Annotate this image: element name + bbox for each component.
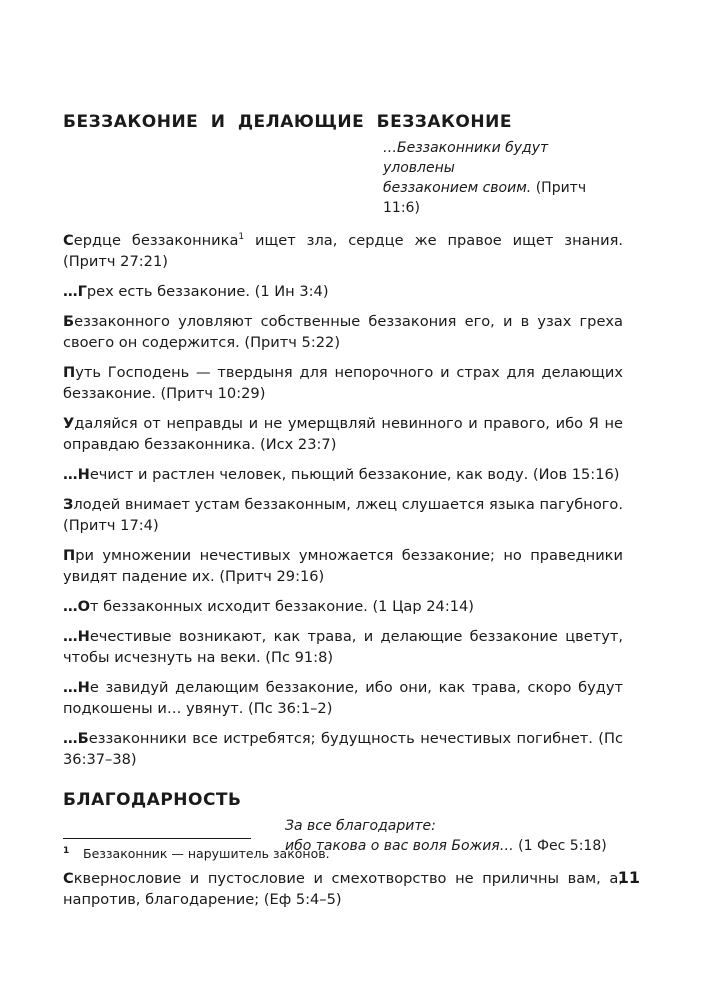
verse-initial: З <box>63 496 74 513</box>
verse-initial: …О <box>63 598 90 615</box>
verse <box>63 494 623 536</box>
verse <box>63 596 623 617</box>
verse <box>63 311 623 353</box>
footnote <box>63 846 330 861</box>
verse <box>63 464 623 485</box>
verse-text: т беззаконных исходит беззаконие. (1 Цар 24:14) <box>90 598 475 615</box>
verse-text: ищет зла, сердце же правое ищет знания. (Притч 27:21) <box>63 232 623 270</box>
verse <box>63 545 623 587</box>
verse-initial: У <box>63 415 75 432</box>
verse-text: лодей внимает устам беззаконным, лжец слушается языка пагубного. (Притч 17:4) <box>63 496 623 534</box>
verse <box>63 281 623 302</box>
verse-initial: …Н <box>63 679 90 696</box>
epigraph-line <box>285 816 623 836</box>
verse <box>63 362 623 404</box>
verse <box>63 868 623 910</box>
verse-text: ердце беззаконника <box>73 232 239 249</box>
verse-text: еззаконного уловляют собственные беззакония его, и в узах греха своего он содержится. (Притч 5:22) <box>63 313 623 351</box>
verse-initial: …Б <box>63 730 89 747</box>
epigraph-text: За все благодарите: <box>285 818 436 834</box>
epigraph-line <box>383 138 623 178</box>
verse-initial: …Н <box>63 466 90 483</box>
epigraph-reference: (Притч 11:6) <box>383 180 587 216</box>
footnote-text: Беззаконник — нарушитель законов. <box>83 846 330 862</box>
verse-text: уть Господень — твердыня для непорочного и страх для делающих беззаконие. (Притч 10:29) <box>63 364 623 402</box>
footnote-mark: 1 <box>63 846 70 856</box>
verse-text: еззаконники все истребятся; будущность нечестивых погибнет. (Пс 36:37–38) <box>63 730 623 768</box>
verse-text: даляйся от неправды и не умерщвляй невинного и правого, ибо Я не оправдаю беззаконника. (Исх 23:7) <box>63 415 623 453</box>
verse-initial: С <box>63 870 74 887</box>
epigraph-reference: (1 Фес 5:18) <box>513 838 607 854</box>
section-title: БЕЗЗАКОНИЕ И ДЕЛАЮЩИЕ БЕЗЗАКОНИЕ <box>63 112 512 132</box>
footnote-marker[interactable]: 1 <box>238 232 245 243</box>
footnote-divider <box>63 838 251 839</box>
epigraph-line <box>383 178 623 218</box>
epigraph-line <box>285 836 623 856</box>
verse-text: ечестивые возникают, как трава, и делающие беззаконие цветут, чтобы исчезнуть на веки. (Пс 91:8) <box>63 628 623 666</box>
verse-initial: …Г <box>63 283 87 300</box>
section-title: БЛАГОДАРНОСТЬ <box>63 790 242 810</box>
page-body <box>63 112 623 919</box>
verse <box>63 728 623 770</box>
verse-text: ри умножении нечестивых умножается беззаконие; но праведники увидят падение их. (Притч 29:16) <box>63 547 623 585</box>
verse-initial: Б <box>63 313 75 330</box>
verse-text: ечист и растлен человек, пьющий беззаконие, как воду. (Иов 15:16) <box>89 466 620 483</box>
verse-text: квернословие и пустословие и смехотворство не приличны вам, а, напротив, благодарение; (Еф 5:4–5) <box>63 870 623 908</box>
verse-initial: П <box>63 364 76 381</box>
verse <box>63 413 623 455</box>
verse-initial: П <box>63 547 76 564</box>
verse-initial: …Н <box>63 628 90 645</box>
verse <box>63 230 623 272</box>
verse-text: рех есть беззаконие. (1 Ин 3:4) <box>86 283 329 300</box>
verse-initial: С <box>63 232 74 249</box>
page-number: 11 <box>617 868 640 887</box>
epigraph-text: ибо такова о вас воля Божия… <box>285 838 514 854</box>
epigraph <box>63 138 623 218</box>
epigraph-text: беззаконием своим. <box>383 180 532 196</box>
epigraph-text: …Беззаконники будут уловлены <box>383 140 549 176</box>
verse <box>63 626 623 668</box>
verse <box>63 677 623 719</box>
verse-text: е завидуй делающим беззаконие, ибо они, как трава, скоро будут подкошены и… увянут. (Пс 36:1–2) <box>63 679 623 717</box>
